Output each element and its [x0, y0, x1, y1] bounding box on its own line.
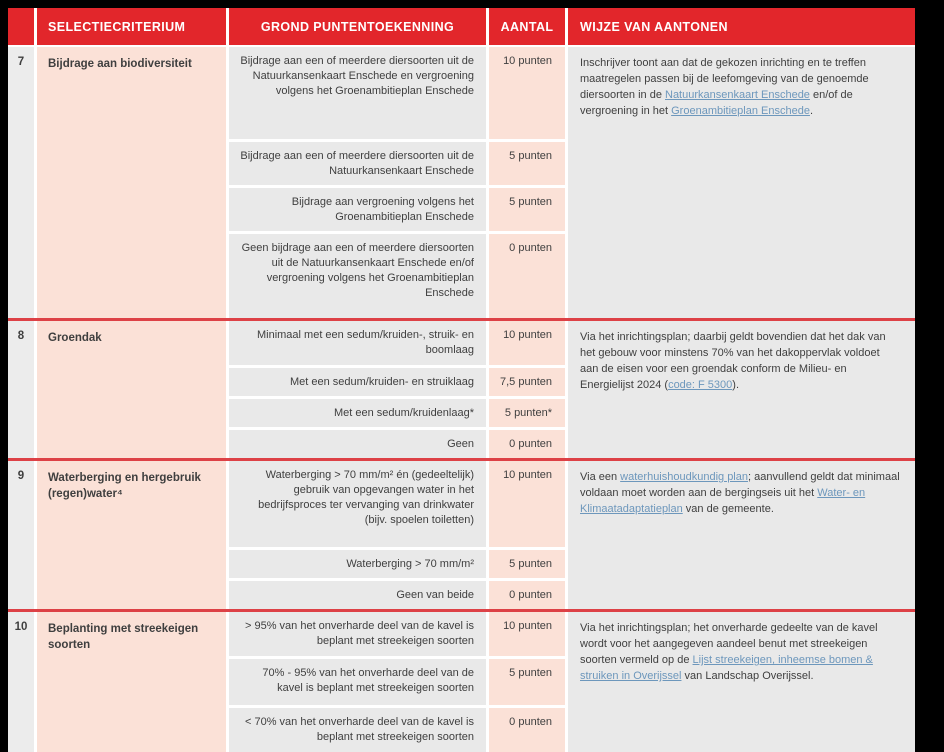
criterion-cell: Waterberging en hergebruik (regen)water⁴ [37, 461, 226, 609]
options-column [229, 461, 565, 609]
grond-cell: Geen bijdrage aan een of meerdere diersoorten uit de Natuurkansenkaart Enschede en/of vergroening volgens het Groenambitieplan Enschede [229, 234, 486, 318]
criterion-cell: Bijdrage aan biodiversiteit [37, 47, 226, 318]
option-row [229, 581, 565, 609]
option-row [229, 461, 565, 547]
criteria-row [8, 612, 915, 752]
criterion-cell: Groendak [37, 321, 226, 458]
table-header-row [8, 8, 915, 45]
criteria-row [8, 461, 915, 609]
grond-cell: Waterberging > 70 mm/m² [229, 550, 486, 578]
row-number: 10 [8, 612, 34, 752]
criterion-cell: Beplanting met streekeigen soorten [37, 612, 226, 752]
header-cell-grond: GROND PUNTENTOEKENNING [229, 8, 486, 45]
grond-cell: Bijdrage aan een of meerdere diersoorten uit de Natuurkansenkaart Enschede en vergroening volgens het Groenambitieplan Enschede [229, 47, 486, 139]
inline-link[interactable]: code: F 5300 [668, 379, 733, 391]
inline-link[interactable]: Lijst streekeigen, inheemse bomen & struiken in Overijssel [580, 654, 873, 682]
aantal-cell: 10 punten [489, 612, 565, 656]
aantal-cell: 10 punten [489, 321, 565, 365]
header-cell-criterium: SELECTIECRITERIUM [37, 8, 226, 45]
wijze-cell: Inschrijver toont aan dat de gekozen inrichting en te treffen maatregelen passen bij de leefomgeving van de genoemde diersoorten in de Natuurkansenkaart Enschede en/of de vergroening in het Groenambitieplan Enschede. [568, 47, 915, 318]
grond-cell: Met een sedum/kruidenlaag* [229, 399, 486, 427]
aantal-cell: 0 punten [489, 234, 565, 318]
option-row [229, 234, 565, 318]
option-row [229, 612, 565, 656]
row-number: 8 [8, 321, 34, 458]
aantal-cell: 0 punten [489, 430, 565, 458]
options-column [229, 612, 565, 752]
option-row [229, 659, 565, 705]
header-cell-number [8, 8, 34, 45]
grond-cell: Minimaal met een sedum/kruiden-, struik- en boomlaag [229, 321, 486, 365]
row-number: 7 [8, 47, 34, 318]
wijze-cell: Via het inrichtingsplan; het onverharde gedeelte van de kavel wordt voor het aangegeven aandeel benut met streekeigen soorten vermeld op de Lijst streekeigen, inheemse bomen & struiken in Overijssel van Landschap Overijssel. [568, 612, 915, 752]
grond-cell: 70% - 95% van het onverharde deel van de kavel is beplant met streekeigen soorten [229, 659, 486, 705]
option-row [229, 430, 565, 458]
header-cell-wijze: WIJZE VAN AANTONEN [568, 8, 915, 45]
aantal-cell: 5 punten* [489, 399, 565, 427]
option-row [229, 142, 565, 185]
option-row [229, 47, 565, 139]
inline-link[interactable]: waterhuishoudkundig plan [620, 471, 748, 483]
option-row [229, 399, 565, 427]
grond-cell: > 95% van het onverharde deel van de kavel is beplant met streekeigen soorten [229, 612, 486, 656]
header-cell-aantal: AANTAL [489, 8, 565, 45]
aantal-cell: 5 punten [489, 188, 565, 231]
inline-link[interactable]: Natuurkansenkaart Enschede [665, 89, 810, 101]
option-row [229, 321, 565, 365]
aantal-cell: 5 punten [489, 142, 565, 185]
option-row [229, 550, 565, 578]
aantal-cell: 7,5 punten [489, 368, 565, 396]
aantal-cell: 10 punten [489, 461, 565, 547]
criteria-row [8, 321, 915, 458]
aantal-cell: 5 punten [489, 550, 565, 578]
options-column [229, 321, 565, 458]
wijze-cell: Via het inrichtingsplan; daarbij geldt bovendien dat het dak van het gebouw voor minstens 70% van het dakoppervlak voldoet aan de eisen voor een groendak conform de Milieu- en Energielijst 2024 (code: F 5300). [568, 321, 915, 458]
grond-cell: Bijdrage aan vergroening volgens het Groenambitieplan Enschede [229, 188, 486, 231]
option-row [229, 188, 565, 231]
grond-cell: Waterberging > 70 mm/m² én (gedeeltelijk) gebruik van opgevangen water in het bedrijfsproces ter vervanging van drinkwater (bijv. spoelen toiletten) [229, 461, 486, 547]
row-number: 9 [8, 461, 34, 609]
grond-cell: Bijdrage aan een of meerdere diersoorten uit de Natuurkansenkaart Enschede [229, 142, 486, 185]
grond-cell: Geen van beide [229, 581, 486, 609]
grond-cell: Geen [229, 430, 486, 458]
criteria-row [8, 47, 915, 318]
inline-link[interactable]: Groenambitieplan Enschede [671, 105, 810, 117]
option-row [229, 368, 565, 396]
inline-link[interactable]: Water- en Klimaatadaptatieplan [580, 487, 866, 515]
aantal-cell: 0 punten [489, 581, 565, 609]
criteria-table-body [8, 47, 915, 752]
aantal-cell: 10 punten [489, 47, 565, 139]
grond-cell: < 70% van het onverharde deel van de kavel is beplant met streekeigen soorten [229, 708, 486, 752]
criteria-table [8, 8, 915, 752]
aantal-cell: 0 punten [489, 708, 565, 752]
wijze-cell: Via een waterhuishoudkundig plan; aanvullend geldt dat minimaal voldaan moet worden aan de bergingseis uit het Water- en Klimaatadaptatieplan van de gemeente. [568, 461, 915, 609]
grond-cell: Met een sedum/kruiden- en struiklaag [229, 368, 486, 396]
options-column [229, 47, 565, 318]
option-row [229, 708, 565, 752]
aantal-cell: 5 punten [489, 659, 565, 705]
